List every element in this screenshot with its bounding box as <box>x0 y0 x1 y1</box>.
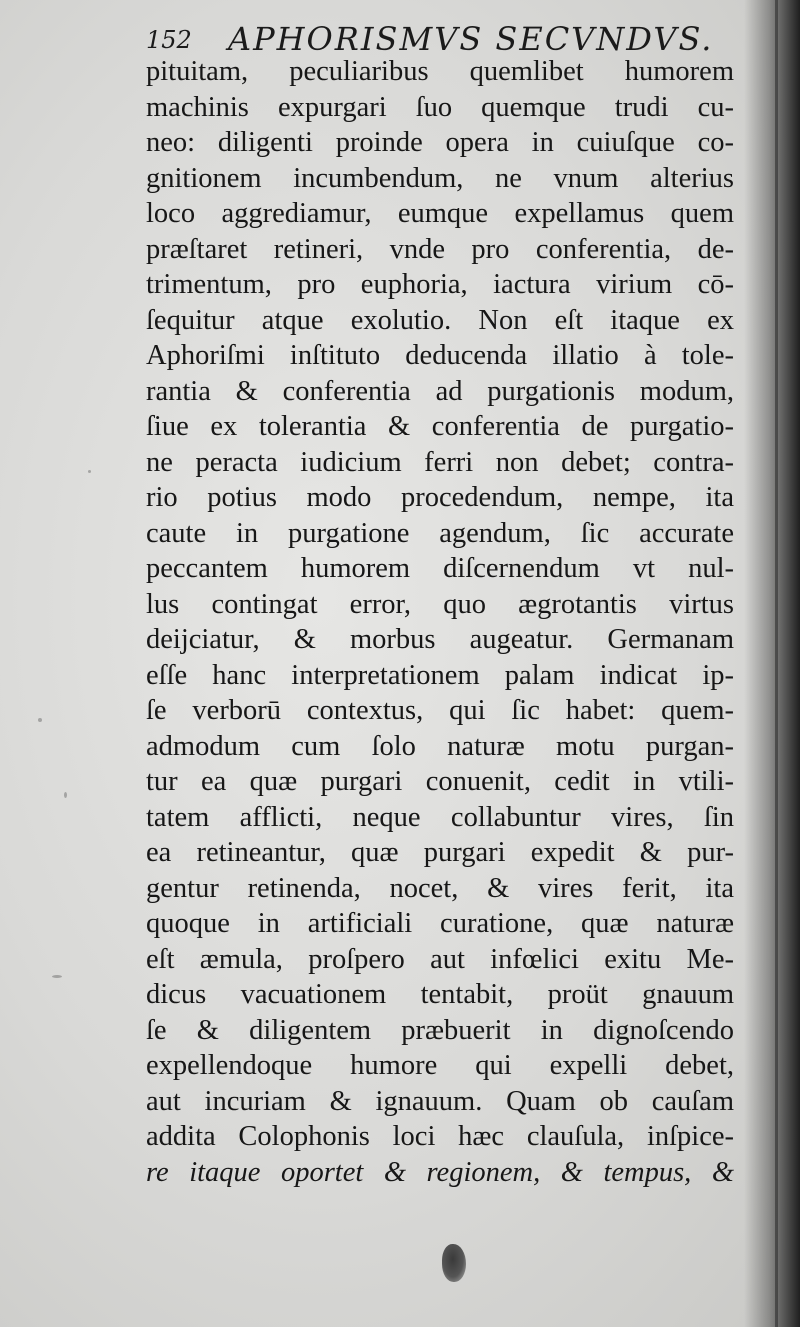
text-line: re itaque oportet & regionem, & tempus, & <box>146 1156 734 1188</box>
text-line: gentur retinenda, nocet, & vires ferit, ita <box>146 872 734 904</box>
text-line: quoque in artificiali curatione, quæ naturæ <box>146 908 734 939</box>
text-line: ſequitur atque exolutio. Non eſt itaque ex <box>146 304 734 336</box>
text-line: admodum cum ſolo naturæ motu purgan- <box>146 730 734 762</box>
text-line: rantia & conferentia ad purgationis modum, <box>146 375 734 407</box>
page-number: 152 <box>146 26 192 54</box>
text-line: expellendoque humore qui expelli debet, <box>146 1050 734 1081</box>
text-line: ſe verborū contextus, qui ſic habet: quem- <box>146 695 734 726</box>
paper-speck <box>88 470 91 473</box>
text-line: præſtaret retineri, vnde pro conferentia, de- <box>146 233 734 265</box>
text-line: loco aggrediamur, eumque expellamus quem <box>146 198 734 229</box>
text-line: dicus vacuationem tentabit, proüt gnauum <box>146 979 734 1010</box>
text-line: lus contingat error, quo ægrotantis virtus <box>146 588 734 620</box>
text-line: pituitam, peculiaribus quemlibet humorem <box>146 56 734 87</box>
paper-speck <box>38 718 42 722</box>
text-line: caute in purgatione agendum, ſic accurate <box>146 517 734 549</box>
paper-speck <box>64 792 67 798</box>
text-line: ſiue ex tolerantia & conferentia de purgatio- <box>146 411 734 442</box>
body-text <box>146 54 734 1190</box>
text-line: ea retineantur, quæ purgari expedit & pur- <box>146 837 734 868</box>
text-line: ſe & diligentem præbuerit in dignoſcendo <box>146 1014 734 1046</box>
text-line: tatem afflicti, neque collabuntur vires, ſin <box>146 801 734 833</box>
text-line: eſt æmula, proſpero aut infœlici exitu Me- <box>146 943 734 975</box>
text-line: trimentum, pro euphoria, iactura virium cō- <box>146 269 734 300</box>
page-header <box>146 20 736 56</box>
text-line: eſſe hanc interpretationem palam indicat ip- <box>146 659 734 691</box>
text-line: gnitionem incumbendum, ne vnum alterius <box>146 162 734 194</box>
ink-blot <box>442 1244 466 1282</box>
text-line: neo: diligenti proinde opera in cuiuſque co- <box>146 127 734 158</box>
text-line: rio potius modo procedendum, nempe, ita <box>146 482 734 513</box>
text-line: addita Colophonis loci hæc clauſula, inſpice- <box>146 1121 734 1152</box>
text-line: peccantem humorem diſcernendum vt nul- <box>146 553 734 584</box>
page-edge-line <box>775 0 778 1327</box>
paper-speck <box>52 975 62 978</box>
text-line: ne peracta iudicium ferri non debet; contra- <box>146 446 734 478</box>
text-line: machinis expurgari ſuo quemque trudi cu- <box>146 91 734 123</box>
text-line: deijciatur, & morbus augeatur. Germanam <box>146 624 734 655</box>
text-line: tur ea quæ purgari conuenit, cedit in vtili- <box>146 766 734 797</box>
text-line: aut incuriam & ignauum. Quam ob cauſam <box>146 1085 734 1117</box>
text-line: Aphoriſmi inſtituto deducenda illatio à tole- <box>146 340 734 371</box>
binding-shadow <box>744 0 800 1327</box>
running-head: APHORISMVS SECVNDVS. <box>228 20 714 58</box>
